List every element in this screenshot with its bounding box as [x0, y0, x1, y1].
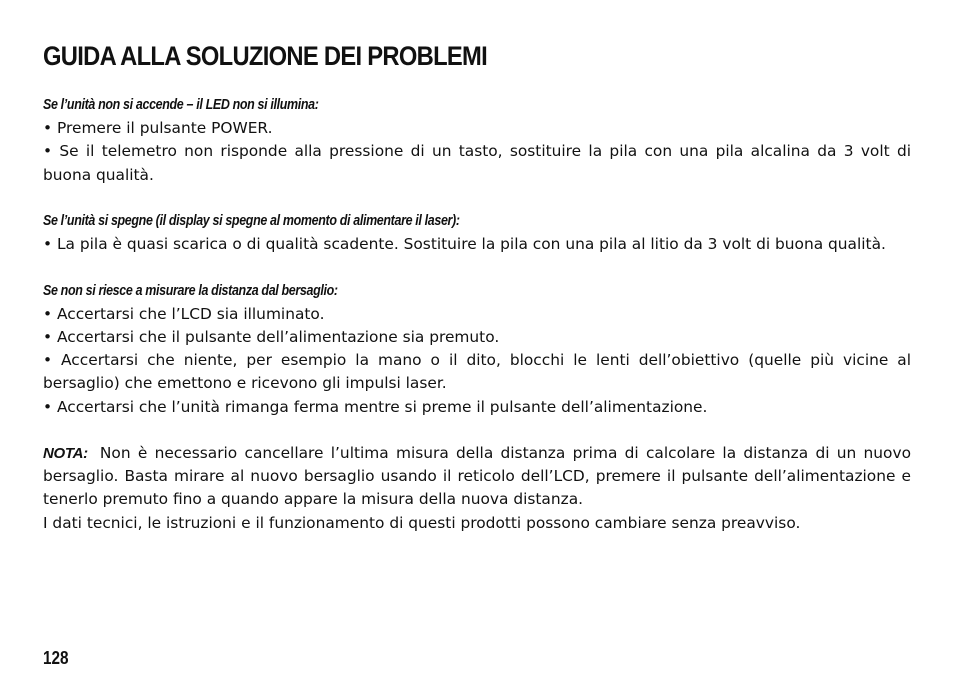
section-heading: Se non si riesce a misurare la distanza dal bersaglio:	[43, 282, 338, 299]
note-label: NOTA:	[43, 444, 88, 462]
document-page	[43, 0, 911, 694]
section-cannot-measure	[43, 280, 911, 419]
note-text: Non è necessario cancellare l’ultima misura della distanza prima di calcolare la distanza di un nuovo bersaglio. Basta mirare al nuovo bersaglio usando il reticolo dell’LCD, premere il pulsante dell’alimentazione e tenerlo premuto fino a quando appare la misura della nuova distanza.	[43, 443, 911, 509]
list-item: • Accertarsi che l’unità rimanga ferma mentre si preme il pulsante dell’alimentazione.	[43, 397, 708, 416]
spacer	[43, 419, 911, 442]
section-heading: Se l’unità si spegne (il display si spegne al momento di alimentare il laser):	[43, 212, 460, 229]
section-shuts-off	[43, 210, 911, 256]
disclaimer: I dati tecnici, le istruzioni e il funzionamento di questi prodotti possono cambiare senza preavviso.	[43, 513, 801, 532]
note-block	[43, 442, 911, 535]
list-item: • La pila è quasi scarica o di qualità scadente. Sostituire la pila con una pila al litio da 3 volt di buona qualità.	[43, 235, 886, 254]
page-number: 128	[43, 648, 69, 668]
troubleshooting-content	[43, 94, 911, 535]
spacer	[43, 187, 911, 210]
list-item: • Se il telemetro non risponde alla pressione di un tasto, sostituire la pila con una pila alcalina da 3 volt di buona qualità.	[43, 142, 911, 184]
note-paragraph	[43, 442, 911, 512]
section-heading: Se l’unità non si accende – il LED non si illumina:	[43, 97, 319, 113]
list-item: • Accertarsi che l’LCD sia illuminato.	[43, 304, 325, 323]
spacer	[43, 256, 911, 279]
page-title: GUIDA ALLA SOLUZIONE DEI PROBLEMI	[43, 41, 488, 71]
list-item: • Premere il pulsante POWER.	[43, 119, 273, 138]
section-no-power	[43, 94, 911, 187]
list-item: • Accertarsi che niente, per esempio la mano o il dito, blocchi le lenti dell’obiettivo (quelle più vicine al bersaglio) che emettono e ricevono gli impulsi laser.	[43, 351, 911, 393]
list-item: • Accertarsi che il pulsante dell’alimentazione sia premuto.	[43, 327, 500, 346]
